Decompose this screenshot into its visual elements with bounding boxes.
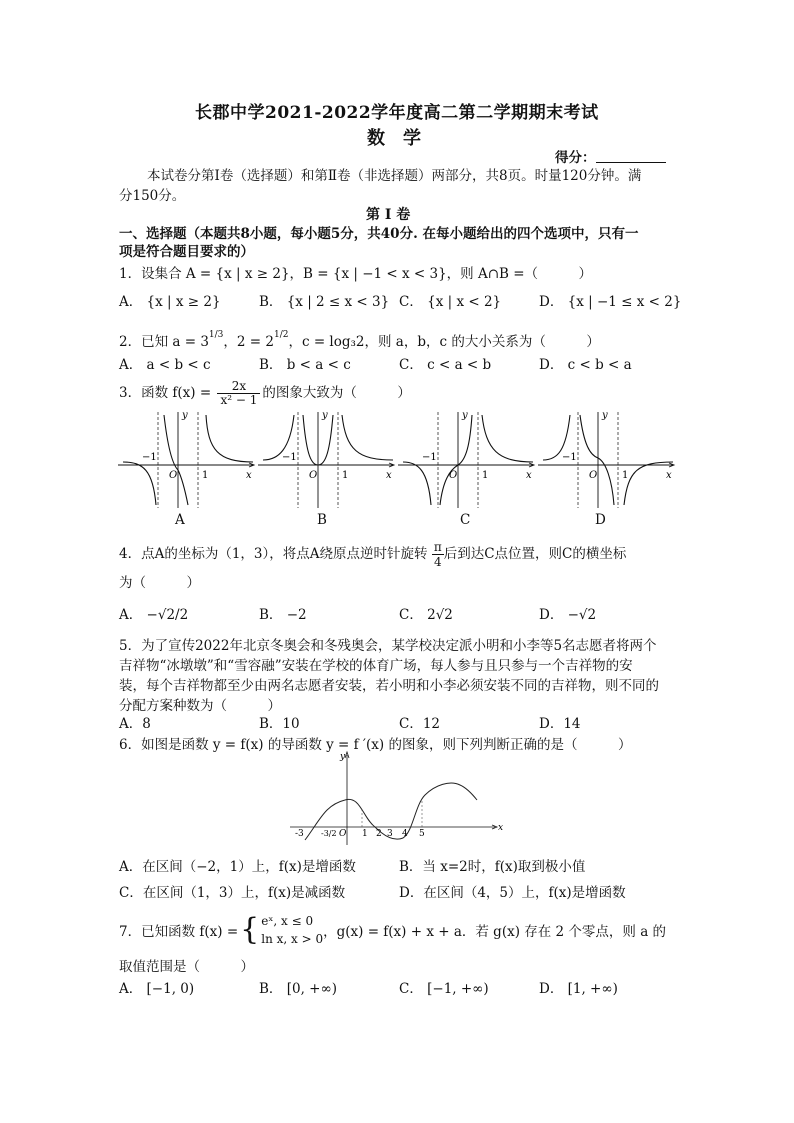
q7-stem-part-b: ，g(x) = f(x) + x + a．若 g(x) 存在 2 个零点，则 a 的	[323, 924, 667, 940]
q3-fraction-denominator: x² − 1	[220, 393, 258, 407]
q3-one-label: 1	[622, 470, 629, 481]
q6-y-label: y	[340, 752, 346, 762]
q3-graph-d[interactable]	[538, 410, 678, 510]
q4-fraction	[432, 540, 444, 569]
q6-tick-2: 2	[376, 829, 382, 839]
q6-tick-3: 3	[387, 829, 393, 839]
q3-x-label: x	[526, 470, 532, 481]
intro-line-2: 分150分。	[119, 188, 186, 204]
q3-curve-right-branch	[206, 415, 253, 462]
q6-x-label: x	[498, 823, 504, 833]
q2-option-b[interactable]: B． b < a < c	[259, 357, 351, 373]
q3-origin-label: O	[309, 470, 318, 481]
q6-tick-neg3-2: -3/2	[321, 829, 337, 838]
q7-case-2: ln x, x > 0	[261, 932, 324, 946]
q3-curve-left-branch	[403, 462, 431, 505]
q3-y-label: y	[602, 410, 608, 421]
q6-option-d[interactable]: D．在区间（4，5）上，f(x)是增函数	[399, 885, 626, 901]
section-title: 第 Ⅰ 卷	[366, 207, 411, 223]
q1-stem: 1．设集合 A = {x | x ≥ 2}，B = {x | −1 < x < 3}，则 A∩B =（ ）	[119, 266, 593, 282]
q7-stem-part-a: 7．已知函数 f(x) =	[119, 924, 239, 940]
q2-option-a[interactable]: A． a < b < c	[119, 357, 211, 373]
q5-option-c[interactable]: C．12	[399, 716, 441, 732]
q5-option-b[interactable]: B．10	[259, 716, 300, 732]
q3-curve-right-branch	[624, 462, 673, 505]
q5-option-d[interactable]: D．14	[539, 716, 581, 732]
q3-neg-one-label: −1	[562, 452, 577, 463]
q1-option-c[interactable]: C． {x | x < 2}	[399, 294, 502, 310]
q3-graph-c[interactable]	[398, 410, 538, 510]
q2-option-c[interactable]: C． c < a < b	[399, 357, 492, 373]
q2-stem-part-c: ，c = log₃2，则 a，b，c 的大小关系为（ ）	[288, 334, 600, 350]
q6-tick-neg3: -3	[295, 829, 304, 839]
q5-line-2: 吉祥物“冰墩墩”和“雪容融”安装在学校的体育广场，每人参与且只参与一个吉祥物的安	[119, 658, 633, 674]
q6-stem: 6．如图是函数 y = f(x) 的导函数 y = f ′(x) 的图象，则下列判断正确的是（ ）	[119, 737, 632, 753]
q3-y-label: y	[322, 410, 328, 421]
score-field[interactable]	[555, 146, 666, 166]
q3-one-label: 1	[202, 470, 209, 481]
q3-fraction	[217, 380, 260, 407]
q5-option-a[interactable]: A．8	[119, 716, 151, 732]
section-instructions-1: 一、选择题（本题共8小题，每小题5分，共40分. 在每小题给出的四个选项中，只有一	[119, 226, 639, 242]
section-instructions-2: 项是符合题目要求的）	[119, 244, 254, 260]
q3-stem-part-a: 3．函数 f(x) =	[119, 385, 212, 401]
q1-option-b[interactable]: B． {x | 2 ≤ x < 3}	[259, 294, 390, 310]
q3-curve-middle-branch	[580, 415, 614, 505]
exam-title: 长郡中学2021-2022学年度高二第二学期期末考试	[195, 103, 599, 123]
q7-case-1: eˣ, x ≤ 0	[261, 914, 314, 928]
q3-stem-part-b: 的图象大致为（ ）	[262, 385, 411, 401]
q3-one-label: 1	[342, 470, 349, 481]
q4-option-c[interactable]: C． 2√2	[399, 607, 453, 623]
score-label: 得分：	[555, 150, 596, 166]
subject-title: 数 学	[367, 128, 421, 149]
q3-graph-a[interactable]	[118, 410, 258, 510]
q4-option-d[interactable]: D． −√2	[539, 607, 597, 623]
q6-tick-1: 1	[362, 829, 368, 839]
q4-option-b[interactable]: B． −2	[259, 607, 307, 623]
q2-stem-part-a: 2．已知 a = 3	[119, 334, 209, 350]
q1-option-a[interactable]: A． {x | x ≥ 2}	[119, 294, 221, 310]
q2-option-d[interactable]: D． c < b < a	[539, 357, 632, 373]
q3-fraction-numerator: 2x	[217, 380, 260, 394]
q6-tick-5: 5	[419, 829, 425, 839]
q3-x-label: x	[246, 470, 252, 481]
q3-curve-right-branch	[342, 415, 393, 460]
q3-stem	[119, 380, 411, 407]
q4-option-a[interactable]: A． −√2/2	[119, 607, 189, 623]
q6-option-c[interactable]: C．在区间（1，3）上，f(x)是减函数	[119, 885, 346, 901]
q3-curve-left-branch	[123, 462, 156, 505]
q5-line-1: 5．为了宣传2022年北京冬奥会和冬残奥会，某学校决定派小明和小李等5名志愿者将两个	[119, 638, 657, 654]
q3-y-label: y	[462, 410, 468, 421]
score-blank[interactable]	[596, 150, 666, 163]
q2-exponent-2: 1/2	[273, 329, 289, 340]
q6-tick-4: 4	[402, 829, 408, 839]
q7-brace: {	[240, 912, 260, 947]
q3-origin-label: O	[589, 470, 598, 481]
q3-graph-label-b[interactable]: B	[317, 512, 327, 528]
q2-stem-part-b: ，2 = 2	[223, 334, 274, 350]
q3-y-label: y	[182, 410, 188, 421]
q4-stem-line-2: 为（ ）	[119, 575, 200, 591]
q3-curve-right-branch	[482, 415, 533, 462]
q3-graph-b[interactable]	[258, 410, 398, 510]
q5-line-3: 装，每个吉祥物都至少由两名志愿者安装，若小明和小李必须安装不同的吉祥物，则不同的	[119, 678, 659, 694]
q7-option-b[interactable]: B． [0, +∞)	[259, 981, 337, 997]
q6-origin: O	[339, 829, 347, 839]
q3-neg-one-label: −1	[142, 452, 157, 463]
q6-option-b[interactable]: B．当 x=2时，f(x)取到极小值	[399, 859, 586, 875]
q3-one-label: 1	[482, 470, 489, 481]
q3-x-label: x	[666, 470, 672, 481]
q3-origin-label: O	[449, 470, 458, 481]
q2-stem	[119, 330, 600, 350]
q7-option-c[interactable]: C． [−1, +∞)	[399, 981, 489, 997]
q7-option-d[interactable]: D． [1, +∞)	[539, 981, 618, 997]
q4-fraction-numerator: π	[433, 540, 442, 554]
q6-option-a[interactable]: A．在区间（−2，1）上，f(x)是增函数	[119, 859, 356, 875]
q3-x-label: x	[386, 470, 392, 481]
q3-curve-middle-branch	[164, 415, 188, 505]
q7-stem-line-2: 取值范围是（ ）	[119, 959, 254, 975]
q4-stem-part-b: 后到达C点位置，则C的横坐标	[443, 546, 627, 562]
q4-fraction-denominator: 4	[433, 555, 442, 569]
q3-neg-one-label: −1	[422, 452, 437, 463]
q7-piecewise	[261, 912, 323, 948]
q7-stem-line-1	[119, 912, 666, 948]
q3-origin-label: O	[169, 470, 178, 481]
intro-line-1: 本试卷分第Ⅰ卷（选择题）和第Ⅱ卷（非选择题）两部分，共8页。时量120分钟。满	[147, 168, 642, 184]
q3-graph-label-d[interactable]: D	[595, 512, 606, 528]
q5-line-4: 分配方案种数为（ ）	[119, 698, 281, 714]
q4-stem-line-1	[119, 540, 626, 569]
q2-exponent-1: 1/3	[208, 329, 224, 340]
q3-graph-label-a[interactable]: A	[175, 512, 185, 528]
q7-option-a[interactable]: A． [−1, 0)	[119, 981, 195, 997]
q1-option-d[interactable]: D． {x | −1 ≤ x < 2}	[539, 294, 682, 310]
q3-neg-one-label: −1	[282, 452, 297, 463]
q4-stem-part-a: 4．点A的坐标为（1，3），将点A绕原点逆时针旋转	[119, 546, 428, 562]
q3-curve-middle-branch	[440, 415, 472, 505]
q6-derivative-graph	[285, 750, 515, 850]
q3-graph-label-c[interactable]: C	[460, 512, 471, 528]
